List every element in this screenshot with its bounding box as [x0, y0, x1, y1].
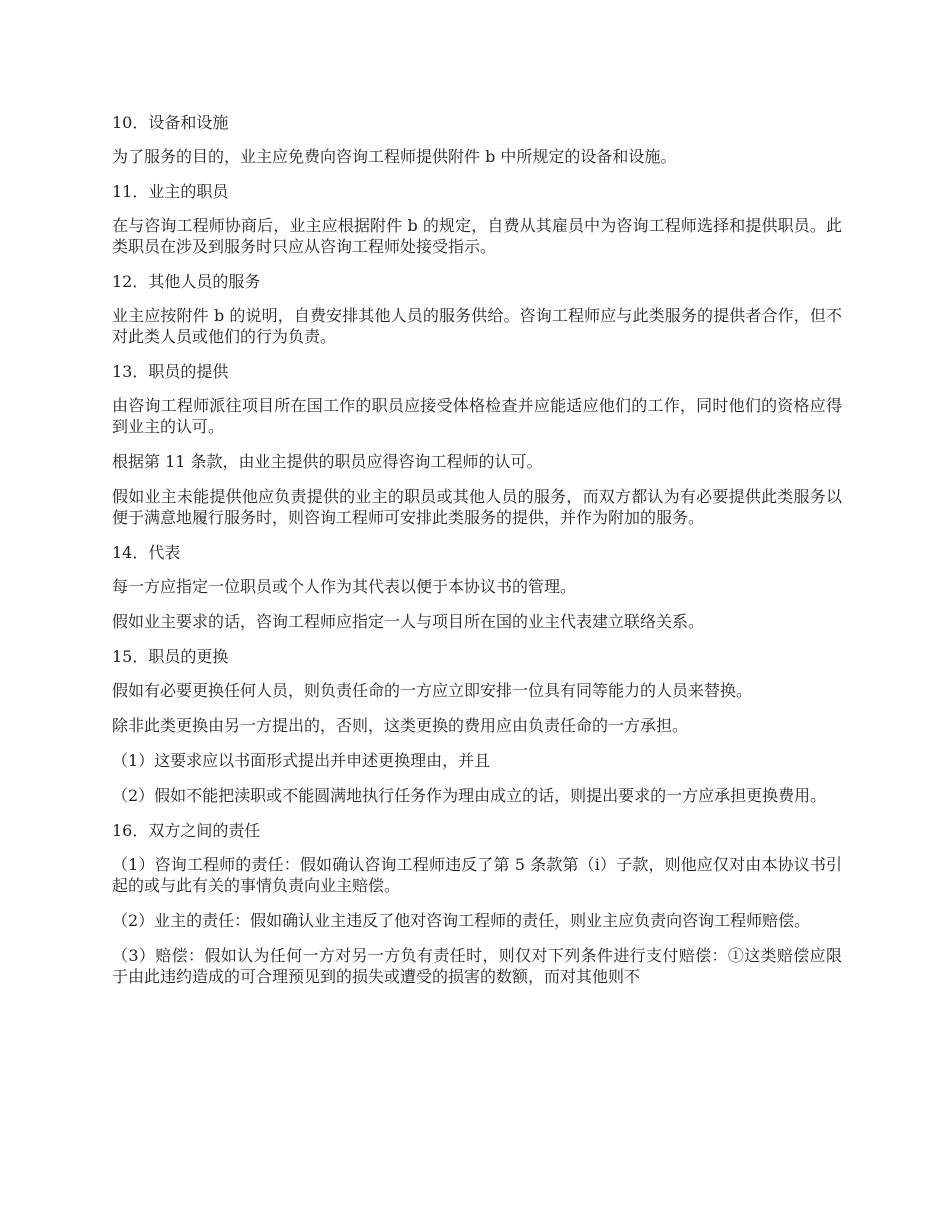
paragraph: 由咨询工程师派往项目所在国工作的职员应接受体格检查并应能适应他们的工作，同时他们的资格应得到业主的认可。 [112, 396, 842, 436]
paragraph: 假如有必要更换任何人员，则负责任命的一方应立即安排一位具有同等能力的人员来替换。 [112, 681, 753, 700]
paragraph: 假如业主要求的话，咨询工程师应指定一人与项目所在国的业主代表建立联络关系。 [112, 612, 705, 631]
paragraph: 每一方应指定一位职员或个人作为其代表以便于本协议书的管理。 [112, 577, 577, 596]
section-heading-13: 13．职员的提供 [112, 362, 229, 381]
section-heading-11: 11．业主的职员 [112, 182, 229, 201]
paragraph: 假如业主未能提供他应负责提供的业主的职员或其他人员的服务，而双方都认为有必要提供此类服务以便于满意地履行服务时，则咨询工程师可安排此类服务的提供，并作为附加的服务。 [112, 487, 842, 527]
paragraph: 业主应按附件 b 的说明，自费安排其他人员的服务供给。咨询工程师应与此类服务的提供者合作，但不对此类人员或他们的行为负责。 [112, 306, 842, 346]
list-item: （1）这要求应以书面形式提出并申述更换理由，并且 [112, 751, 491, 770]
section-heading-15: 15．职员的更换 [112, 647, 229, 666]
document-page [112, 112, 842, 1001]
paragraph: 为了服务的目的，业主应免费向咨询工程师提供附件 b 中所规定的设备和设施。 [112, 147, 677, 166]
list-item: （3）赔偿：假如认为任何一方对另一方负有责任时，则仅对下列条件进行支付赔偿：①这类赔偿应限于由此违约造成的可合理预见到的损失或遭受的损害的数额，而对其他则不 [112, 946, 842, 986]
list-item: （2）假如不能把渎职或不能圆满地执行任务作为理由成立的话，则提出要求的一方应承担更换费用。 [112, 786, 827, 805]
list-item: （1）咨询工程师的责任：假如确认咨询工程师违反了第 5 条款第（i）子款，则他应仅对由本协议书引起的或与此有关的事情负责向业主赔偿。 [112, 855, 842, 895]
paragraph: 在与咨询工程师协商后，业主应根据附件 b 的规定，自费从其雇员中为咨询工程师选择和提供职员。此类职员在涉及到服务时只应从咨询工程师处接受指示。 [112, 216, 842, 256]
section-heading-16: 16．双方之间的责任 [112, 821, 261, 840]
section-heading-12: 12．其他人员的服务 [112, 272, 261, 291]
list-item: （2）业主的责任：假如确认业主违反了他对咨询工程师的责任，则业主应负责向咨询工程师赔偿。 [112, 911, 811, 930]
section-heading-14: 14．代表 [112, 543, 181, 562]
paragraph: 根据第 11 条款，由业主提供的职员应得咨询工程师的认可。 [112, 452, 543, 471]
paragraph: 除非此类更换由另一方提出的，否则，这类更换的费用应由负责任命的一方承担。 [112, 716, 689, 735]
section-heading-10: 10．设备和设施 [112, 113, 229, 132]
